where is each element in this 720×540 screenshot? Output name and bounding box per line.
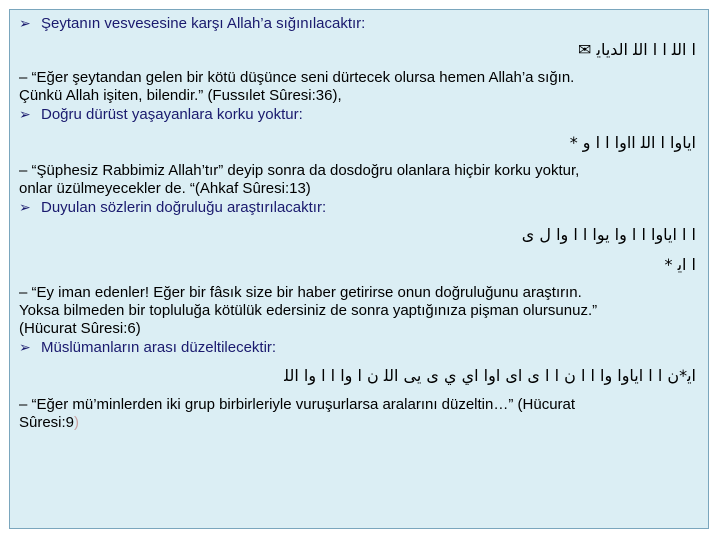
quote-4-line-2 [19,414,700,432]
bullet-text: Şeytanın vesvesesine karşı Allah’a sığınılacaktır: [41,15,366,32]
arabic-verse-3a: ﺍ ﺍ ﺍﻳﺎﻭﺍ ﺍ ﺍ ﻭﺍ ﻳﻮﺍ ﺍ ﺍ ﻭﺍ ﻝ ﻯ [521,225,696,244]
bullet-text: Doğru dürüst yaşayanlara korku yoktur: [41,106,303,123]
bullet-3 [19,198,700,217]
quote-1-line-1: – “Eğer şeytandan gelen bir kötü düşünce seni dürtecek olursa hemen Allah’a sığın. [19,69,575,86]
arrow-bullet-icon: ➢ [19,15,31,31]
quote-4-line-1: – “Eğer mü’minlerden iki grup birbirleriyle vuruşurlarsa aralarını düzeltin…” (Hücurat [19,396,576,413]
arabic-verse-1: ا ﺍﻟﻠ ﺍ ﺍ ﺍﻟﻠ ﺍﻟﺪﻳﺎﻳ ✉ [578,40,696,59]
bullet-text: Duyulan sözlerin doğruluğu araştırılacaktır: [41,199,327,216]
quote-2-line-2: onlar üzülmeyecekler de. “(Ahkaf Sûresi:13) [19,180,311,197]
arabic-verse-2: ﺍﻳﺎﻭﺍ ﺍ ﺍﻟﻠ ﺍﺍﻭﺍ ﺍ ﺍ ﻭ * [569,133,696,152]
quote-3-line-1: – “Ey iman edenler! Eğer bir fâsık size bir haber getirirse onun doğruluğunu araştırın. [19,284,582,301]
arrow-bullet-icon: ➢ [19,339,31,355]
trailing-paren: ) [74,414,80,431]
bullet-1 [19,14,700,33]
bullet-4 [19,338,700,357]
arrow-bullet-icon: ➢ [19,106,31,122]
bullet-text: Müslümanların arası düzeltilecektir: [41,339,277,356]
quote-4-source: Sûresi:9 [19,414,75,431]
quote-3-line-2: Yoksa bilmeden bir topluluğa kötülük edersiniz de sonra yaptığınıza pişman olursunuz.” [19,302,598,319]
arabic-verse-3b: ﺍ ﺍﻳ * [664,255,696,274]
arrow-bullet-icon: ➢ [19,199,31,215]
quote-3-line-3: (Hücurat Sûresi:6) [19,320,141,337]
arabic-verse-4: ﺍﻳ*ﻥ ﺍ ﺍ ﺍﻳﺎﻭﺍ ﻭﺍ ﺍ ﺍ ﻥ ﺍ ﺍ ﻯ ﺍﻯ ﺍﻭﺍ ﺍﻱ ﻱ ﻯ ﻳﻰ ﺍﻟﻠ ﻥ ﺍ ﻭﺍ ﺍ ﺍ ﻭﺍ ﺍﻟﻠ [284,366,696,385]
quote-1-line-2: Çünkü Allah işiten, bilendir.” (Fussılet Sûresi:36), [19,87,342,104]
bullet-2 [19,105,700,124]
content-panel [9,9,709,529]
quote-2-line-1: – “Şüphesiz Rabbimiz Allah’tır” deyip sonra da dosdoğru olanlara hiçbir korku yoktur, [19,162,580,179]
